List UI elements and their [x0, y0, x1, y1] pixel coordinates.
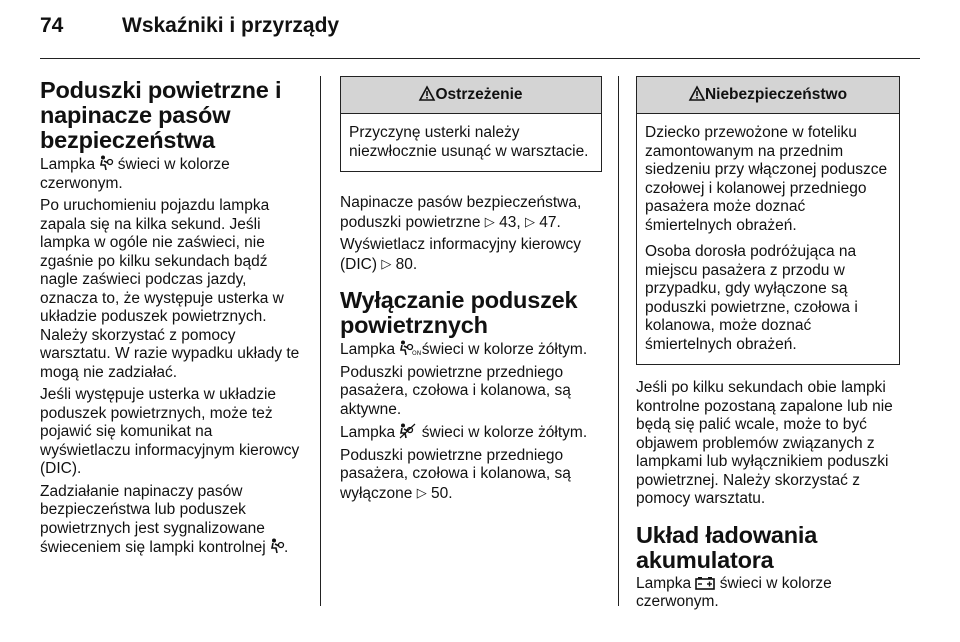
airbag-on-icon	[399, 340, 422, 357]
airbag-off-icon	[399, 423, 417, 439]
paragraph	[40, 483, 305, 558]
paragraph	[340, 340, 602, 360]
paragraph	[340, 236, 602, 274]
paragraph: Jeśli po kilku sekundach obie lampki kontrolne pozostaną zapalone lub nie będą się palić wcale, może to być objawem problemów związanych z lampkami lub wyłącznikiem poduszki powietrznej. Należy skorzystać z pomocy warsztatu.	[636, 379, 893, 507]
text: świeci w kolorze czerwonym.	[636, 574, 832, 610]
danger-box-body	[637, 114, 899, 364]
airbag-icon	[99, 155, 113, 171]
paragraph	[340, 423, 602, 443]
ref-arrow-icon: ▷	[484, 213, 495, 229]
section-heading-airbags: Poduszki powietrzne i napinacze pasów bezpieczeństwa	[40, 77, 282, 153]
warning-triangle-icon	[419, 86, 435, 101]
warning-box-header	[341, 77, 601, 114]
warning-box	[340, 76, 602, 172]
ref-arrow-icon: ▷	[524, 213, 535, 229]
svg-text:ON: ON	[412, 350, 422, 357]
text: świeci w kolorze czerwonym.	[40, 156, 230, 192]
column-divider	[320, 76, 321, 606]
text: Napinacze pasów bezpieczeństwa, poduszki powietrzne	[340, 194, 582, 231]
text: Poduszki powietrzne przedniego pasażera, czołowa i kolanowa, są wyłączone	[340, 446, 571, 502]
column-3	[636, 70, 900, 616]
warning-title: Ostrzeżenie	[435, 86, 523, 103]
paragraph: Poduszki powietrzne przedniego pasażera, czołowa i kolanowa, są aktywne.	[340, 363, 571, 418]
danger-text: Dziecko przewożone w foteliku zamontowanym na przednim siedzeniu przy włączonej poduszce czołowej i kolanowej przedniego pasażera może doznać śmiertelnych obrażeń.	[645, 124, 888, 234]
page-title: Wskaźniki i przyrządy	[122, 14, 340, 37]
warning-text: Przyczynę usterki należy niezwłocznie usunąć w warsztacie.	[349, 124, 589, 160]
page-number: 74	[40, 14, 64, 37]
danger-box	[636, 76, 900, 365]
danger-text: Osoba dorosła podróżująca na miejscu pasażera z przodu w przypadku, gdy wyłączone są poduszki powietrzne, czołowa i kolanowa, może doznać śmiertelnych obrażeń.	[645, 243, 858, 353]
page-ref[interactable]: 43,	[499, 213, 521, 231]
danger-title: Niebezpieczeństwo	[704, 86, 848, 103]
column-2	[340, 70, 602, 507]
paragraph: Po uruchomieniu pojazdu lampka zapala się na kilka sekund. Jeśli lampka w ogóle nie zaświeci, nie zgaśnie po kilku sekundach bądź nagle zaświeci podczas jazdy, oznacza to, że występuje usterka w układzie poduszek powietrznych. Należy skorzystać z pomocy warsztatu. W razie wypadku układy te mogą nie zadziałać.	[40, 197, 300, 381]
page-ref[interactable]: 80.	[395, 255, 418, 273]
ref-arrow-icon: ▷	[416, 484, 427, 500]
text: .	[284, 539, 289, 556]
text: Lampka	[340, 341, 396, 358]
text: Lampka	[40, 156, 96, 173]
column-divider	[618, 76, 619, 606]
warning-box-body	[341, 114, 601, 171]
battery-icon	[695, 576, 715, 590]
text: Lampka	[340, 424, 396, 441]
section-heading-airbag-deactivation: Wyłączanie poduszek powietrznych	[340, 287, 578, 338]
danger-box-header	[637, 77, 899, 114]
text: Wyświetlacz informacyjny kierowcy (DIC)	[340, 236, 582, 273]
ref-arrow-icon: ▷	[381, 255, 392, 271]
paragraph	[340, 447, 602, 504]
page-ref[interactable]: 47.	[539, 213, 561, 231]
paragraph	[636, 575, 900, 612]
warning-triangle-icon	[689, 86, 705, 101]
paragraph	[40, 155, 305, 193]
paragraph: Jeśli występuje usterka w układzie poduszek powietrznych, może też pojawić się komunikat na wyświetlaczu informacyjnym kierowcy (DIC).	[40, 386, 300, 477]
text: świeci w kolorze żółtym.	[421, 424, 588, 441]
paragraph	[340, 194, 602, 232]
column-1	[40, 70, 305, 562]
page-header	[40, 14, 339, 38]
page-ref[interactable]: 50.	[431, 484, 453, 502]
text: Lampka	[636, 574, 692, 592]
text: Zadziałanie napinaczy pasów bezpieczeństwa lub poduszek powietrznych jest sygnalizowane świeceniem się lampki kontrolnej	[40, 482, 266, 556]
header-rule	[40, 58, 920, 59]
section-heading-charging-system: Układ ładowania akumulatora	[636, 521, 818, 573]
text: świeci w kolorze żółtym.	[421, 341, 588, 358]
airbag-icon	[270, 538, 284, 554]
